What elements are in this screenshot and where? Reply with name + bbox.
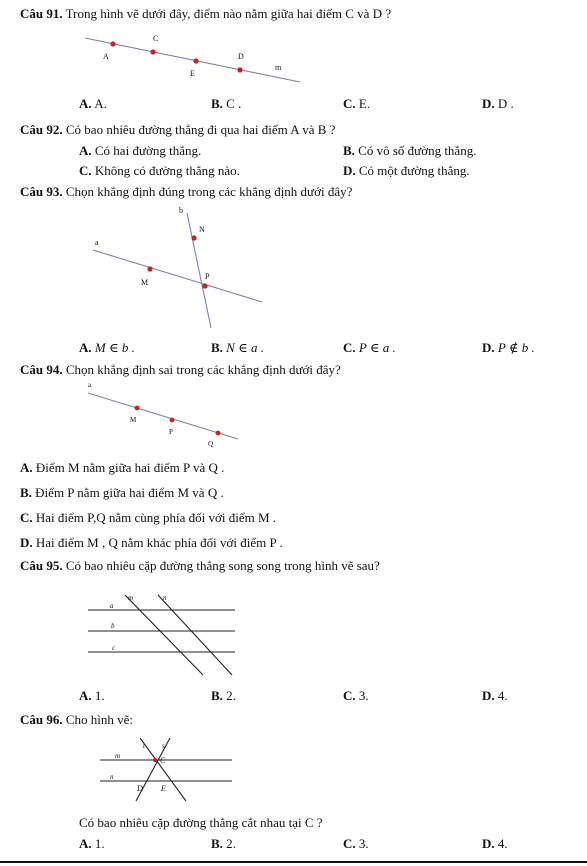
q91-option-d[interactable]: D. D . bbox=[482, 96, 514, 111]
label-n: n bbox=[110, 773, 114, 781]
label-M: M bbox=[130, 416, 137, 424]
label-M: M bbox=[141, 278, 149, 287]
label-A: A bbox=[103, 52, 109, 61]
q94-option-a[interactable]: A. Điểm M nằm giữa hai điểm P và Q . bbox=[20, 460, 225, 475]
question-number: Câu 95. bbox=[20, 558, 63, 573]
q94-option-d[interactable]: D. Hai điểm M , Q nằm khác phía đối với điểm P . bbox=[20, 535, 283, 550]
q95-option-d[interactable]: D. 4. bbox=[482, 688, 508, 703]
label-c: c bbox=[112, 644, 116, 652]
label-m: m bbox=[115, 752, 121, 760]
label-E: E bbox=[161, 784, 166, 793]
label-b: b bbox=[111, 622, 115, 630]
label-D: D bbox=[137, 784, 143, 793]
label-P: P bbox=[205, 272, 210, 281]
label-a: a bbox=[110, 602, 114, 610]
q94-option-c[interactable]: C. Hai điểm P,Q nằm cùng phía đối với điểm M . bbox=[20, 510, 277, 525]
question-number: Câu 96. bbox=[20, 712, 63, 727]
label-t: t bbox=[143, 742, 145, 750]
question-text: Có bao nhiêu cặp đường thẳng song song trong hình vẽ sau? bbox=[65, 558, 380, 573]
question-text: Có bao nhiêu đường thẳng đi qua hai điểm A và B ? bbox=[65, 122, 336, 137]
label-N: N bbox=[199, 225, 205, 234]
q92-option-a[interactable]: A. Có hai đường thẳng. bbox=[79, 143, 202, 158]
question-number: Câu 94. bbox=[20, 362, 63, 377]
question-text: Trong hình vẽ dưới đây, điểm nào nằm giữa hai điểm C và D ? bbox=[65, 6, 392, 21]
page-bottom-rule bbox=[0, 861, 587, 863]
q96-option-a[interactable]: A. 1. bbox=[79, 836, 105, 851]
q91-option-a[interactable]: A. A. bbox=[79, 96, 107, 111]
label-D: D bbox=[238, 52, 244, 61]
q95-option-a[interactable]: A. 1. bbox=[79, 688, 105, 703]
label-C: C bbox=[160, 756, 166, 765]
q93-option-a[interactable]: A. M ∈ b . bbox=[79, 340, 135, 355]
label-m: m bbox=[128, 594, 134, 602]
q95-option-c[interactable]: C. 3. bbox=[343, 688, 369, 703]
question-text: Cho hình vẽ: bbox=[65, 712, 134, 727]
label-s: s bbox=[162, 742, 165, 750]
label-a: a bbox=[88, 381, 92, 389]
label-n: n bbox=[163, 594, 167, 602]
question-number: Câu 93. bbox=[20, 184, 63, 199]
label-b: b bbox=[179, 206, 183, 215]
q95-option-b[interactable]: B. 2. bbox=[211, 688, 236, 703]
q92-option-b[interactable]: B. Có vô số đường thẳng. bbox=[343, 143, 477, 158]
q91-option-c[interactable]: C. E. bbox=[343, 96, 371, 111]
label-Q: Q bbox=[208, 440, 214, 448]
question-text: Chọn khẳng định đúng trong các khẳng định dưới đây? bbox=[65, 184, 353, 199]
q92-option-d[interactable]: D. Có một đường thẳng. bbox=[343, 163, 470, 178]
label-P: P bbox=[169, 428, 173, 436]
q93-option-c[interactable]: C. P ∈ a . bbox=[343, 340, 396, 355]
q94-option-b[interactable]: B. Điểm P nằm giữa hai điểm M và Q . bbox=[20, 485, 224, 500]
q93-option-b[interactable]: B. N ∈ a . bbox=[211, 340, 264, 355]
q92-option-c[interactable]: C. Không có đường thẳng nào. bbox=[79, 163, 240, 178]
q96-option-b[interactable]: B. 2. bbox=[211, 836, 236, 851]
q96-option-d[interactable]: D. 4. bbox=[482, 836, 508, 851]
label-a: a bbox=[95, 238, 99, 247]
q96-subtext: Có bao nhiêu cặp đường thẳng cắt nhau tại C ? bbox=[79, 815, 323, 830]
question-text: Chọn khẳng định sai trong các khẳng định dưới đây? bbox=[65, 362, 341, 377]
label-E: E bbox=[190, 69, 195, 78]
question-number: Câu 92. bbox=[20, 122, 63, 137]
label-m: m bbox=[275, 63, 282, 72]
q93-option-d[interactable]: D. P ∉ b . bbox=[482, 340, 535, 355]
label-C: C bbox=[153, 34, 159, 43]
q91-option-b[interactable]: B. C . bbox=[211, 96, 242, 111]
q96-option-c[interactable]: C. 3. bbox=[343, 836, 369, 851]
question-number: Câu 91. bbox=[20, 6, 63, 21]
